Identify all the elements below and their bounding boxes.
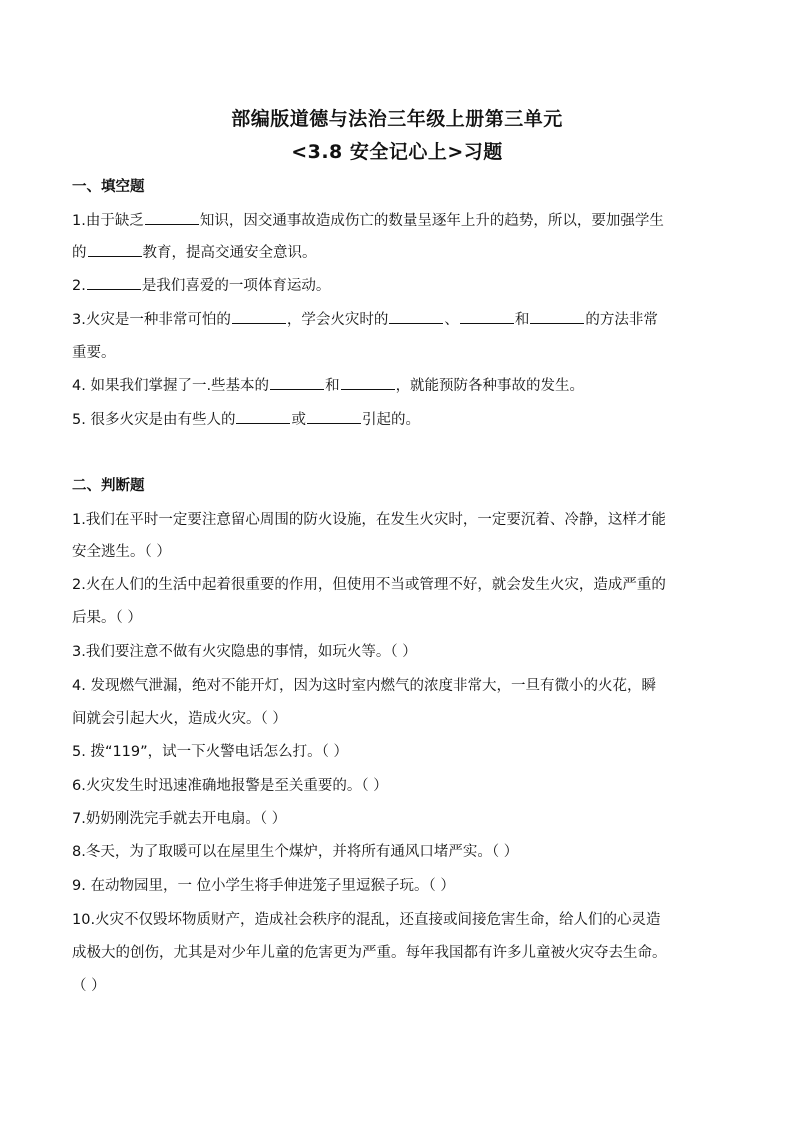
question-1-line-2 [72, 241, 742, 262]
question-1-line-1 [72, 209, 742, 230]
answer-blank[interactable] [145, 210, 199, 225]
section-heading-true-false: 二、判断题 [72, 478, 145, 494]
question-text: 教育，提高交通安全意识。 [142, 245, 317, 261]
question-text: 重要。 [72, 345, 116, 361]
judge-line: 7.奶奶刚洗完手就去开电扇。（ ） [72, 811, 287, 827]
section-heading-fill-blank: 一、填空题 [72, 179, 145, 195]
answer-blank[interactable] [232, 309, 286, 324]
question-text: 2. [72, 278, 86, 294]
judge-line: 1.我们在平时一定要注意留心周围的防火设施，在发生火灾时，一定要沉着、冷静，这样才能 [72, 512, 666, 528]
question-text: 、 [444, 312, 459, 328]
question-5 [72, 408, 742, 429]
question-2 [72, 274, 742, 295]
judge-line: 10.火灾不仅毁坏物质财产，造成社会秩序的混乱，还直接或间接危害生命，给人们的心灵造 [72, 912, 661, 928]
answer-blank[interactable] [87, 275, 141, 290]
answer-blank[interactable] [460, 309, 514, 324]
answer-blank[interactable] [236, 409, 290, 424]
judge-line: 3.我们要注意不做有火灾隐患的事情，如玩火等。（ ） [72, 644, 417, 660]
question-text: 或 [291, 412, 306, 428]
judge-line: 安全逃生。（ ） [72, 544, 171, 560]
question-text: ，学会火灾时的 [286, 312, 389, 328]
answer-blank[interactable] [270, 375, 324, 390]
judge-line: 间就会引起大火，造成火灾。（ ） [72, 711, 287, 727]
question-text: 的方法非常 [585, 312, 658, 328]
question-text: 4. 如果我们掌握了一.些基本的 [72, 378, 270, 394]
answer-blank[interactable] [530, 309, 584, 324]
question-text: 是我们喜爱的一项体育运动。 [141, 278, 331, 294]
question-text: ，就能预防各种事故的发生。 [395, 378, 585, 394]
question-text: 知识，因交通事故造成伤亡的数量呈逐年上升的趋势，所以，要加强学生 [199, 213, 664, 229]
answer-blank[interactable] [341, 375, 395, 390]
question-3-line-2 [72, 341, 742, 362]
judge-line: 后果。（ ） [72, 610, 142, 626]
judge-line: 成极大的创伤，尤其是对少年儿童的危害更为严重。每年我国都有许多儿童被火灾夺去生命。 [72, 945, 667, 961]
page-subtitle: <3.8 安全记心上>习题 [291, 141, 503, 163]
answer-blank[interactable] [307, 409, 361, 424]
question-4 [72, 374, 742, 395]
question-3-line-1 [72, 308, 742, 329]
question-text: 和 [514, 312, 530, 328]
answer-blank[interactable] [88, 242, 142, 257]
judge-line: 6.火灾发生时迅速准确地报警是至关重要的。（ ） [72, 778, 388, 794]
question-text: 的 [72, 245, 87, 261]
answer-blank[interactable] [389, 309, 443, 324]
judge-line: 4. 发现燃气泄漏，绝对不能开灯，因为这时室内燃气的浓度非常大，一旦有微小的火花，瞬 [72, 678, 656, 694]
judge-line: 9. 在动物园里，一 位小学生将手伸进笼子里逗猴子玩。（ ） [72, 878, 455, 894]
judge-line: 8.冬天，为了取暖可以在屋里生个煤炉，并将所有通风口堵严实。（ ） [72, 844, 519, 860]
question-text: 3.火灾是一种非常可怕的 [72, 312, 231, 328]
question-text: 1.由于缺乏 [72, 213, 144, 229]
question-text: 5. 很多火灾是由有些人的 [72, 412, 236, 428]
judge-line: （ ） [72, 978, 106, 994]
page-title: 部编版道德与法治三年级上册第三单元 [231, 108, 563, 130]
question-text: 引起的。 [361, 412, 420, 428]
question-text: 和 [325, 378, 340, 394]
judge-line: 2.火在人们的生活中起着很重要的作用，但使用不当或管理不好，就会发生火灾，造成严重的 [72, 577, 666, 593]
judge-line: 5. 拨“119”，试一下火警电话怎么打。（ ） [72, 744, 349, 760]
